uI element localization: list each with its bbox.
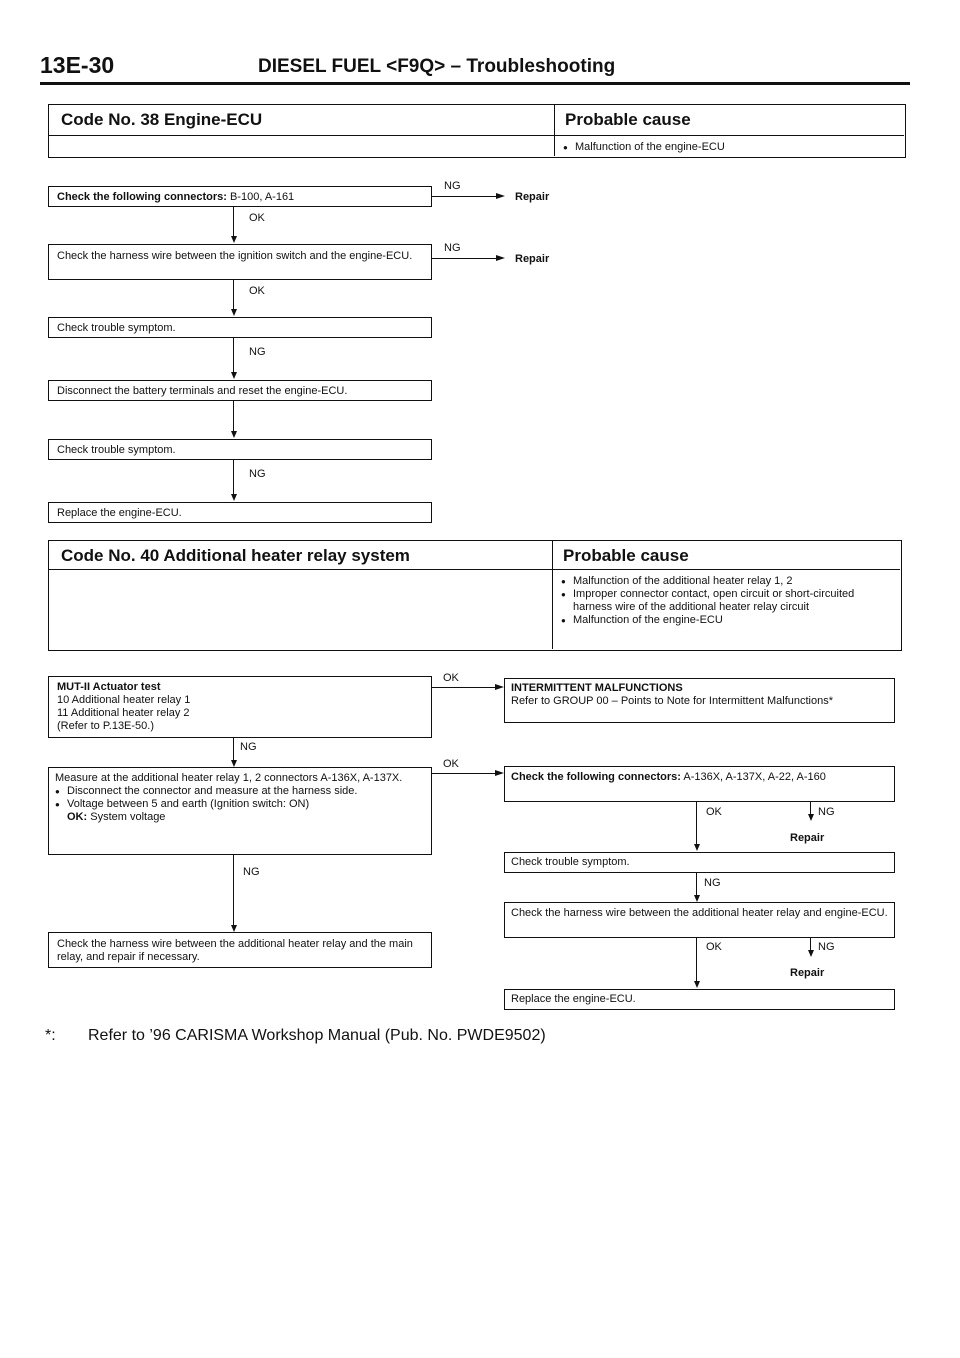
code38-step-reset: Disconnect the battery terminals and reset the engine-ECU. xyxy=(48,380,432,401)
code40-ng2-label: NG xyxy=(243,866,260,878)
code40-measure-step xyxy=(48,767,432,855)
code38-ng3-label: NG xyxy=(249,346,266,358)
code40-ng1-line xyxy=(233,738,234,762)
code40-ok2-arrow xyxy=(495,770,504,776)
code40-ng2-line xyxy=(233,855,234,927)
code38-step-replace: Replace the engine-ECU. xyxy=(48,502,432,523)
code38-table-divider-v xyxy=(554,105,555,156)
code40-ok1-arrow xyxy=(495,684,504,690)
code38-step-symptom2: Check trouble symptom. xyxy=(48,439,432,460)
code40-check-symptom: Check trouble symptom. xyxy=(504,852,895,873)
code38-step1-rest: B-100, A-161 xyxy=(226,191,295,203)
code40-check-connectors xyxy=(504,766,895,802)
code38-ng2-line xyxy=(432,258,497,259)
code40-repair1: Repair xyxy=(790,832,825,844)
code40-conn-ng-arrow xyxy=(808,814,814,821)
code40-measure-bullet: ● Voltage between 5 and earth (Ignition switch: ON) xyxy=(55,798,425,811)
code38-ng2-label: NG xyxy=(444,242,461,254)
header-rule xyxy=(40,82,910,85)
code38-ng3-arrow xyxy=(231,372,237,379)
code40-harness-ng-label: NG xyxy=(818,941,835,953)
code38-cause-item: ● Malfunction of the engine-ECU xyxy=(563,141,893,154)
code38-ok2-label: OK xyxy=(249,285,265,297)
code40-measure-bullet: ● Disconnect the connector and measure at the harness side. xyxy=(55,785,425,798)
code40-measure-bullets xyxy=(55,785,425,811)
code40-mut-line3: (Refer to P.13E-50.) xyxy=(57,720,155,732)
code38-ok2-arrow xyxy=(231,309,237,316)
code40-ng2-arrow xyxy=(231,925,237,932)
code38-link4-line xyxy=(233,401,234,433)
code40-harness-ok-label: OK xyxy=(706,941,722,953)
code40-conn-ok-arrow xyxy=(694,844,700,851)
code40-intermittent-text: Refer to GROUP 00 – Points to Note for Intermittent Malfunctions* xyxy=(511,695,833,707)
code40-mut-title: MUT-II Actuator test xyxy=(57,681,161,693)
code40-cause-list xyxy=(561,575,891,627)
code40-mut-line1: 10 Additional heater relay 1 xyxy=(57,694,191,706)
code40-cause-item: ● Malfunction of the engine-ECU xyxy=(561,614,891,627)
code40-ng1-arrow xyxy=(231,760,237,767)
code38-repair1: Repair xyxy=(515,191,550,203)
code38-step-symptom1: Check trouble symptom. xyxy=(48,317,432,338)
page-number: 13E-30 xyxy=(40,52,115,78)
code38-ng2-arrow xyxy=(496,255,505,261)
code38-ng3-line xyxy=(233,338,234,374)
code38-step1-bold: Check the following connectors: xyxy=(57,191,227,203)
code38-cause-header: Probable cause xyxy=(565,110,691,129)
code40-harness-ok-arrow xyxy=(694,981,700,988)
code40-ok2-label: OK xyxy=(443,758,459,770)
code40-cause-item: ● Improper connector contact, open circuit or short-circuited harness wire of the additional heater relay circuit xyxy=(561,588,891,614)
code40-harness-ecu: Check the harness wire between the additional heater relay and engine-ECU. xyxy=(504,902,895,938)
code38-ng5-arrow xyxy=(231,494,237,501)
code40-table-divider-v xyxy=(552,541,553,649)
code38-step-harness: Check the harness wire between the ignition switch and the engine-ECU. xyxy=(48,244,432,280)
code40-conn-ng-label: NG xyxy=(818,806,835,818)
code40-conn-ok-label: OK xyxy=(706,806,722,818)
code40-harness-ng-arrow xyxy=(808,950,814,957)
code40-connectors-bold: Check the following connectors: xyxy=(511,771,681,783)
code40-symptom-ng-line xyxy=(696,873,697,897)
footnote-mark: *: xyxy=(45,1027,56,1044)
code40-cause-item: ● Malfunction of the additional heater relay 1, 2 xyxy=(561,575,891,588)
code40-table-divider-h xyxy=(49,569,900,570)
code38-title: Code No. 38 Engine-ECU xyxy=(61,110,263,129)
code38-repair2: Repair xyxy=(515,253,550,265)
code38-ok2-line xyxy=(233,280,234,311)
code40-repair2: Repair xyxy=(790,967,825,979)
code40-harness-main-relay: Check the harness wire between the additional heater relay and the main relay, and repair if necessary. xyxy=(48,932,432,968)
code40-table xyxy=(48,540,902,651)
code40-intermittent-box xyxy=(504,678,895,723)
code40-ok2-line xyxy=(432,773,496,774)
code40-symptom-ng-label: NG xyxy=(704,877,721,889)
code40-mut-actuator-test xyxy=(48,676,432,738)
code38-table-divider-h xyxy=(49,135,904,136)
code40-measure-text: Measure at the additional heater relay 1, 2 connectors A-136X, A-137X. xyxy=(55,772,403,784)
code38-link4-arrow xyxy=(231,431,237,438)
page-title: DIESEL FUEL <F9Q> – Troubleshooting xyxy=(258,56,616,77)
code40-mut-line2: 11 Additional heater relay 2 xyxy=(57,707,190,719)
code40-cause-header: Probable cause xyxy=(563,546,689,565)
code38-ng1-label: NG xyxy=(444,180,461,192)
code40-ok1-line xyxy=(432,687,496,688)
code40-intermittent-title: INTERMITTENT MALFUNCTIONS xyxy=(511,682,683,694)
code40-harness-ok-line xyxy=(696,938,697,983)
code38-ng5-line xyxy=(233,460,234,496)
code38-table xyxy=(48,104,906,158)
code40-title: Code No. 40 Additional heater relay system xyxy=(61,546,410,565)
code40-replace-ecu: Replace the engine-ECU. xyxy=(504,989,895,1010)
footnote-text: Refer to ’96 CARISMA Workshop Manual (Pub. No. PWDE9502) xyxy=(88,1027,546,1044)
code40-measure-ok-text: System voltage xyxy=(87,811,166,823)
code38-ok1-line xyxy=(233,207,234,238)
code40-ng1-label: NG xyxy=(240,741,257,753)
code40-conn-ok-line xyxy=(696,802,697,846)
code38-ng1-line xyxy=(432,196,497,197)
code40-connectors-rest: A-136X, A-137X, A-22, A-160 xyxy=(680,771,826,783)
code38-ok1-label: OK xyxy=(249,212,265,224)
code40-measure-ok xyxy=(55,811,425,824)
code38-step-check-connectors xyxy=(48,186,432,207)
code38-cause-list xyxy=(563,141,893,154)
code40-symptom-ng-arrow xyxy=(694,895,700,902)
code40-measure-ok-label: OK: xyxy=(67,811,88,823)
code40-ok1-label: OK xyxy=(443,672,459,684)
code38-ok1-arrow xyxy=(231,236,237,243)
code38-ng5-label: NG xyxy=(249,468,266,480)
code38-ng1-arrow xyxy=(496,193,505,199)
